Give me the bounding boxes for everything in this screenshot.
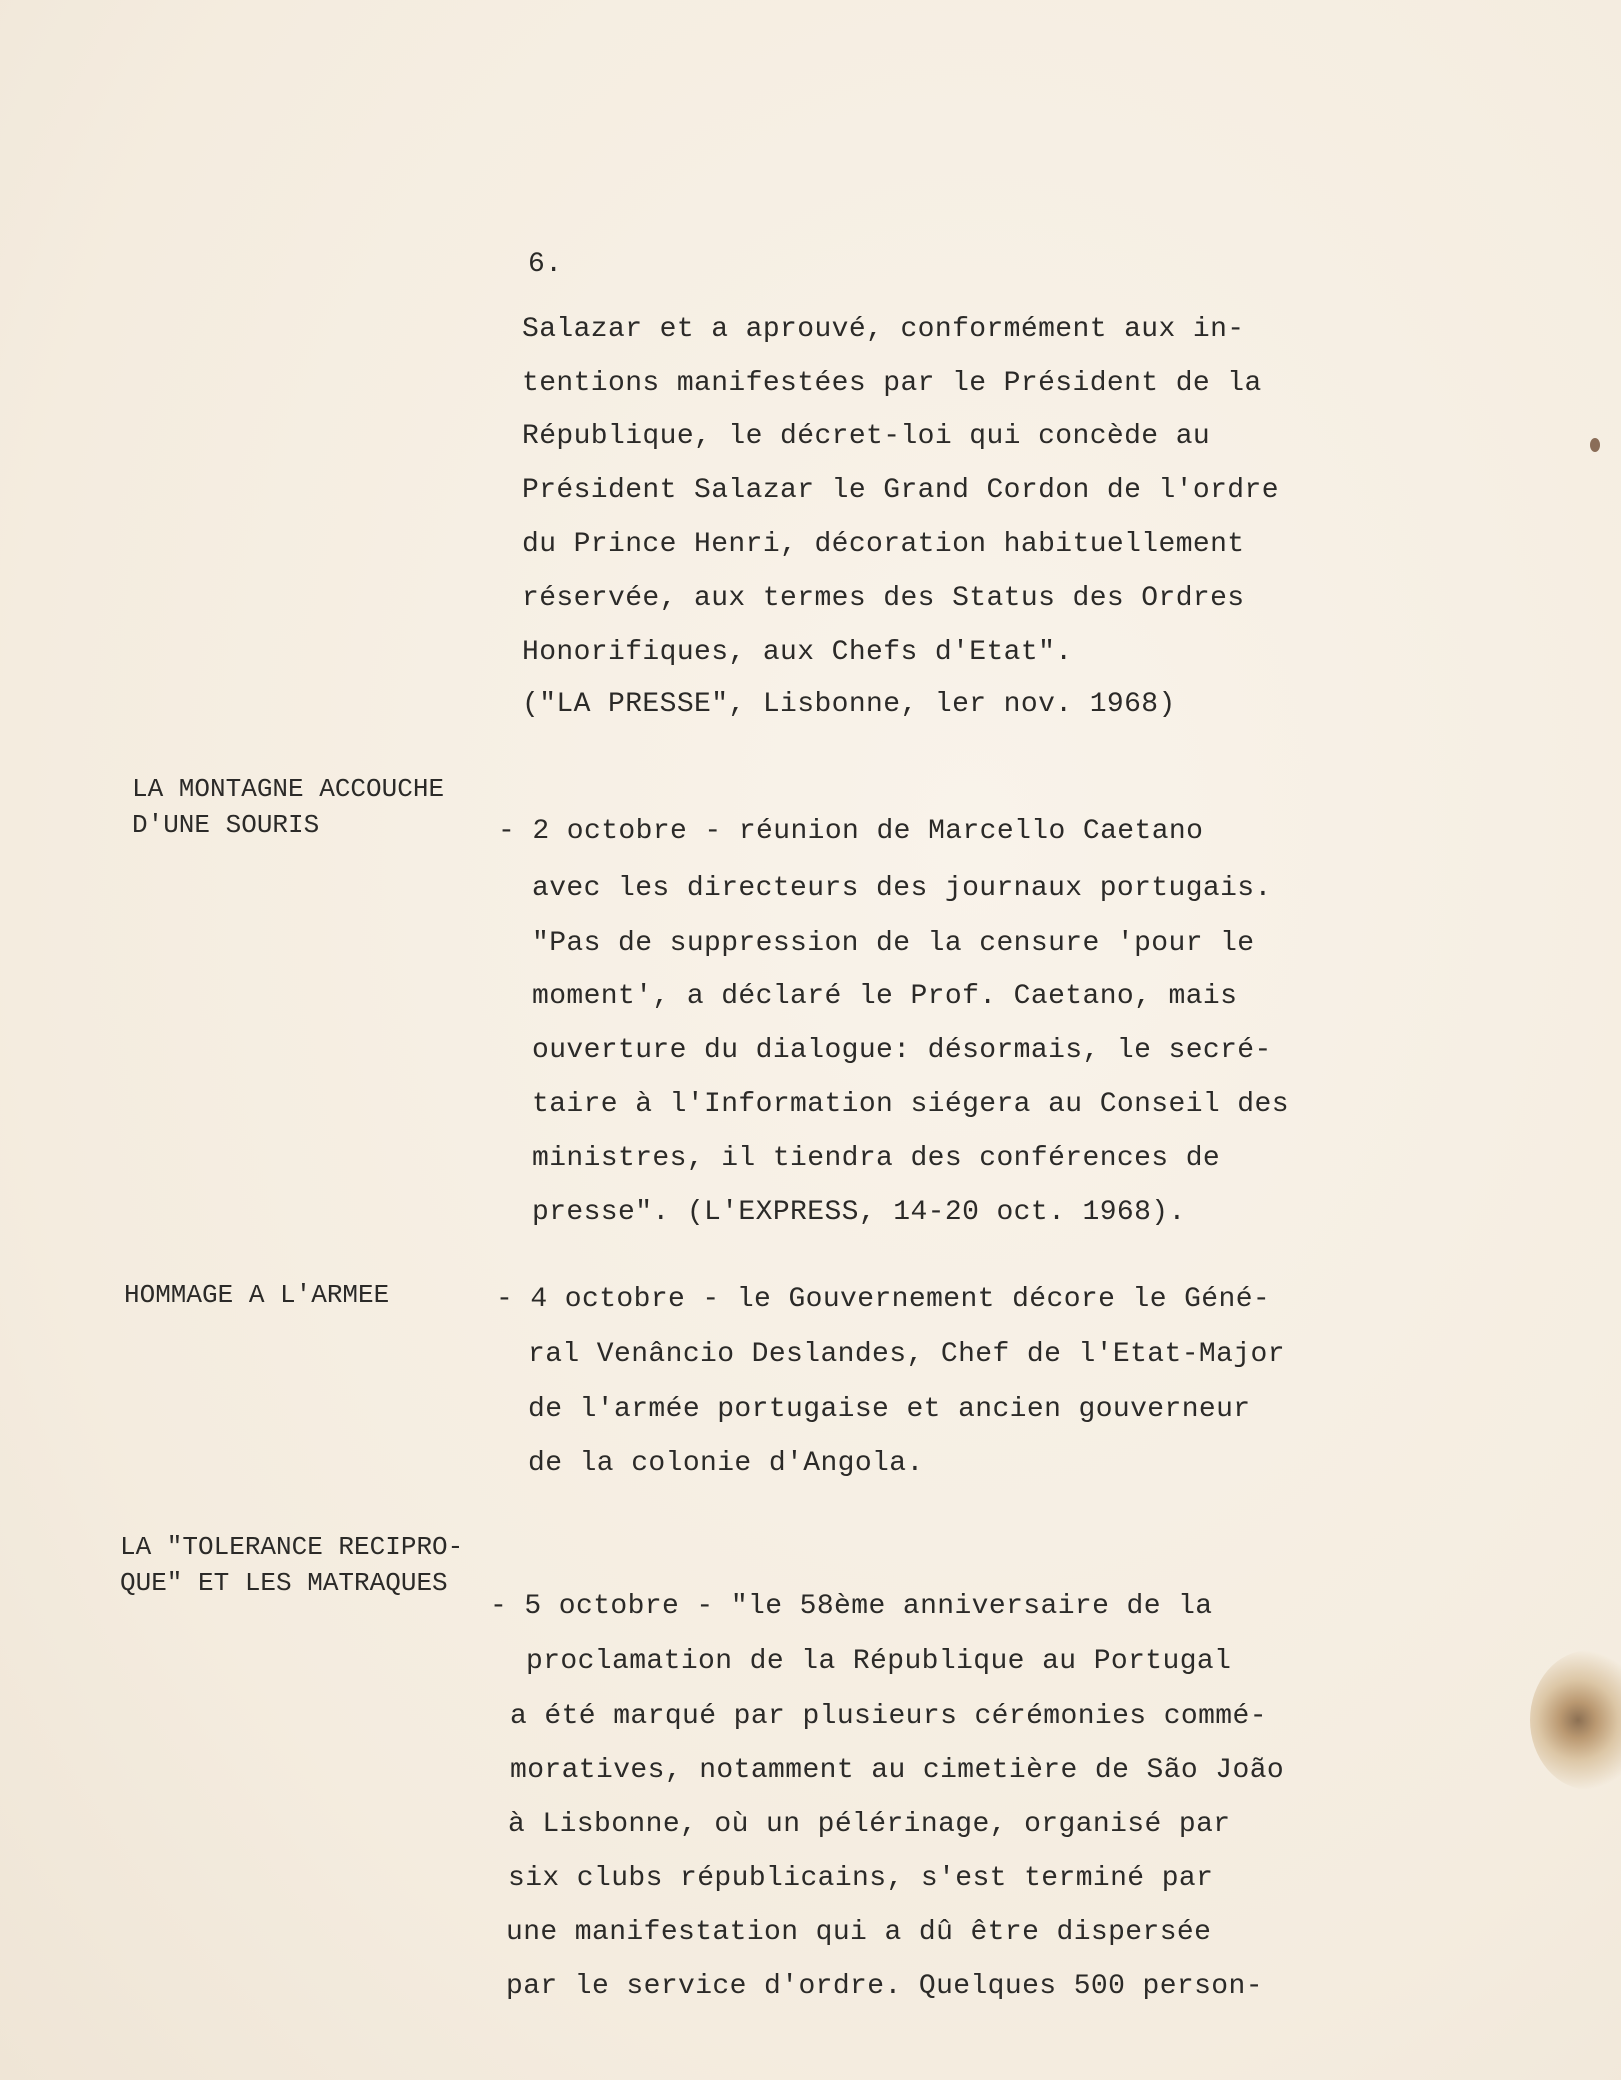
text-line: moratives, notamment au cimetière de São João [510,1755,1285,1786]
text-line: avec les directeurs des journaux portugais. [532,873,1272,904]
text-line: du Prince Henri, décoration habituellement [522,529,1245,560]
paper-mark [1590,438,1600,452]
text-line: six clubs républicains, s'est terminé par [508,1863,1214,1894]
text-line: taire à l'Information siégera au Conseil des [532,1089,1289,1120]
section-heading: D'UNE SOURIS [132,810,320,840]
text-line: moment', a déclaré le Prof. Caetano, mais [532,981,1238,1012]
text-line: à Lisbonne, où un pélérinage, organisé par [508,1809,1231,1840]
section-heading: LA "TOLERANCE RECIPRO- [120,1532,464,1562]
text-line: - 2 octobre - réunion de Marcello Caetano [498,816,1204,847]
text-line: une manifestation qui a dû être dispersée [506,1917,1212,1948]
text-line: ouverture du dialogue: désormais, le secré- [532,1035,1272,1066]
text-line: Salazar et a aprouvé, conformément aux in- [522,314,1245,345]
text-line: Président Salazar le Grand Cordon de l'ordre [522,475,1279,506]
text-line: de l'armée portugaise et ancien gouverneur [528,1394,1251,1425]
text-line: tentions manifestées par le Président de la [522,368,1262,399]
citation-line: presse". (L'EXPRESS, 14-20 oct. 1968). [532,1197,1186,1228]
text-line: "Pas de suppression de la censure 'pour le [532,928,1255,959]
section-heading: HOMMAGE A L'ARMEE [124,1280,390,1310]
text-line: - 5 octobre - "le 58ème anniversaire de la [490,1591,1213,1622]
page-number: 6. [528,249,563,280]
text-line: République, le décret-loi qui concède au [522,421,1211,452]
section-heading: LA MONTAGNE ACCOUCHE [132,774,445,804]
section-heading: QUE" ET LES MATRAQUES [120,1568,448,1598]
text-line: a été marqué par plusieurs cérémonies commé- [510,1701,1267,1732]
text-line: proclamation de la République au Portugal [526,1646,1232,1677]
text-line: réservée, aux termes des Status des Ordres [522,583,1245,614]
citation-line: ("LA PRESSE", Lisbonne, ler nov. 1968) [522,689,1176,720]
text-line: de la colonie d'Angola. [528,1448,924,1479]
text-line: ral Venâncio Deslandes, Chef de l'Etat-Major [528,1339,1285,1370]
text-line: par le service d'ordre. Quelques 500 person- [506,1971,1263,2002]
text-line: ministres, il tiendra des conférences de [532,1143,1221,1174]
text-line: Honorifiques, aux Chefs d'Etat". [522,637,1073,668]
paper-stain [1530,1650,1621,1790]
text-line: - 4 octobre - le Gouvernement décore le Géné- [496,1284,1271,1315]
